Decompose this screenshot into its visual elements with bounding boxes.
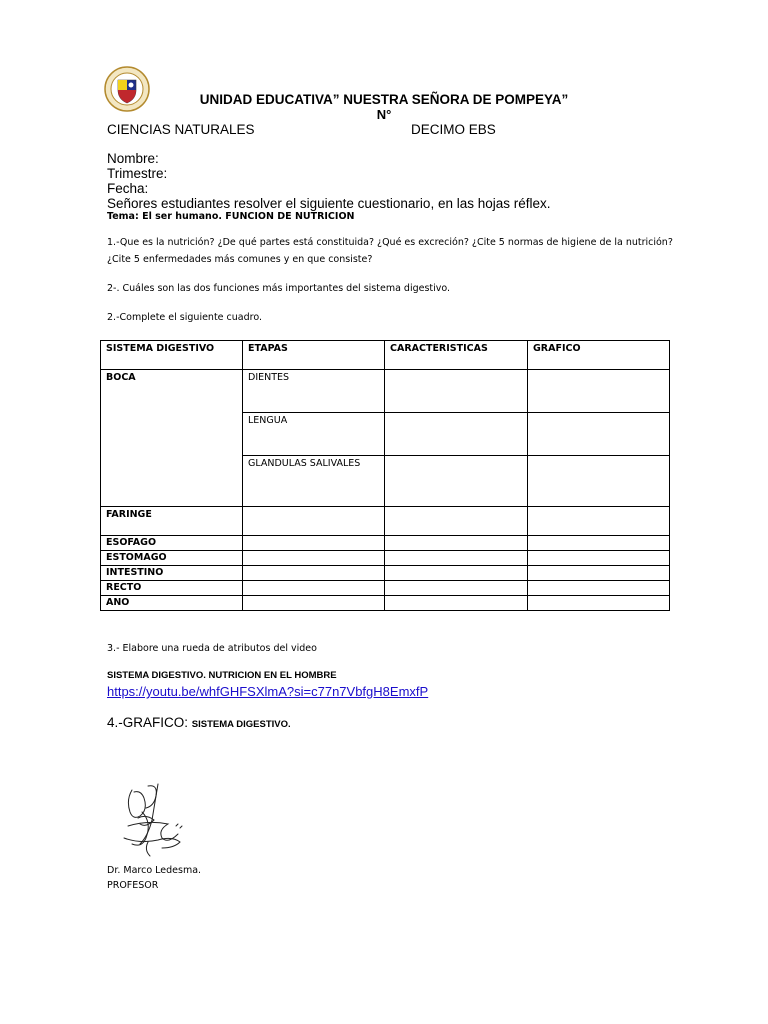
question-3: 3.- Elabore una rueda de atributos del video [107, 643, 317, 654]
header-cell: SISTEMA DIGESTIVO [101, 341, 243, 370]
empty-cell [243, 581, 385, 596]
empty-cell [528, 581, 670, 596]
table-row [101, 551, 670, 566]
empty-cell [385, 370, 528, 413]
signer-name: Dr. Marco Ledesma. [107, 865, 202, 876]
table-row [101, 507, 670, 536]
date-field: Fecha: [107, 181, 149, 196]
table-row [101, 536, 670, 551]
empty-cell [243, 536, 385, 551]
empty-cell [528, 551, 670, 566]
question-2b: 2.-Complete el siguiente cuadro. [107, 312, 262, 323]
digestive-system-table [100, 340, 670, 611]
table-row [101, 596, 670, 611]
empty-cell [243, 596, 385, 611]
trimester-field: Trimestre: [107, 166, 168, 181]
empty-cell [385, 566, 528, 581]
empty-cell [385, 596, 528, 611]
handwritten-signature-icon [118, 782, 194, 860]
header-cell: ETAPAS [243, 341, 385, 370]
graph-label: 4.-GRAFICO: [107, 715, 189, 730]
empty-cell [528, 456, 670, 507]
empty-cell [528, 413, 670, 456]
video-title: SISTEMA DIGESTIVO. NUTRICION EN EL HOMBRE [107, 670, 337, 681]
video-link[interactable]: https://youtu.be/whfGHFSXlmA?si=c77n7VbfgH8EmxfP [107, 684, 429, 699]
empty-cell [385, 581, 528, 596]
tema: Tema: El ser humano. FUNCION DE NUTRICION [107, 211, 355, 222]
subject: CIENCIAS NATURALES [107, 122, 255, 137]
organ-cell: ANO [101, 596, 243, 611]
school-name: UNIDAD EDUCATIVA” NUESTRA SEÑORA DE POMPEYA” [199, 92, 569, 107]
header-cell: GRAFICO [528, 341, 670, 370]
empty-cell [385, 536, 528, 551]
empty-cell [528, 596, 670, 611]
organ-cell: INTESTINO [101, 566, 243, 581]
stage-cell: GLANDULAS SALIVALES [243, 456, 385, 507]
number-label: N° [376, 107, 392, 122]
stage-cell: DIENTES [243, 370, 385, 413]
signer-role: PROFESOR [107, 880, 159, 891]
empty-cell [243, 551, 385, 566]
empty-cell [385, 551, 528, 566]
empty-cell [528, 370, 670, 413]
organ-cell: BOCA [101, 370, 243, 507]
empty-cell [243, 507, 385, 536]
graph-title: SISTEMA DIGESTIVO. [191, 719, 291, 730]
stage-cell: LENGUA [243, 413, 385, 456]
empty-cell [385, 507, 528, 536]
header-cell: CARACTERISTICAS [385, 341, 528, 370]
empty-cell [385, 413, 528, 456]
empty-cell [243, 566, 385, 581]
table-row [101, 566, 670, 581]
table-row [101, 370, 670, 413]
empty-cell [385, 456, 528, 507]
table-header-row [101, 341, 670, 370]
question-2a: 2-. Cuáles son las dos funciones más importantes del sistema digestivo. [107, 283, 451, 294]
organ-cell: ESOFAGO [101, 536, 243, 551]
name-field: Nombre: [107, 151, 159, 166]
graph-label-line [107, 715, 291, 730]
empty-cell [528, 566, 670, 581]
question-1-line-1: 1.-Que es la nutrición? ¿De qué partes está constituida? ¿Qué es excreción? ¿Cite 5 normas de higiene de la nutrición? [107, 237, 673, 248]
instruction: Señores estudiantes resolver el siguiente cuestionario, en las hojas réflex. [107, 196, 551, 211]
empty-cell [528, 536, 670, 551]
organ-cell: FARINGE [101, 507, 243, 536]
organ-cell: ESTOMAGO [101, 551, 243, 566]
organ-cell: RECTO [101, 581, 243, 596]
table-row [101, 581, 670, 596]
grade: DECIMO EBS [411, 122, 496, 137]
empty-cell [528, 507, 670, 536]
question-1-line-2: ¿Cite 5 enfermedades más comunes y en que consiste? [107, 254, 373, 265]
